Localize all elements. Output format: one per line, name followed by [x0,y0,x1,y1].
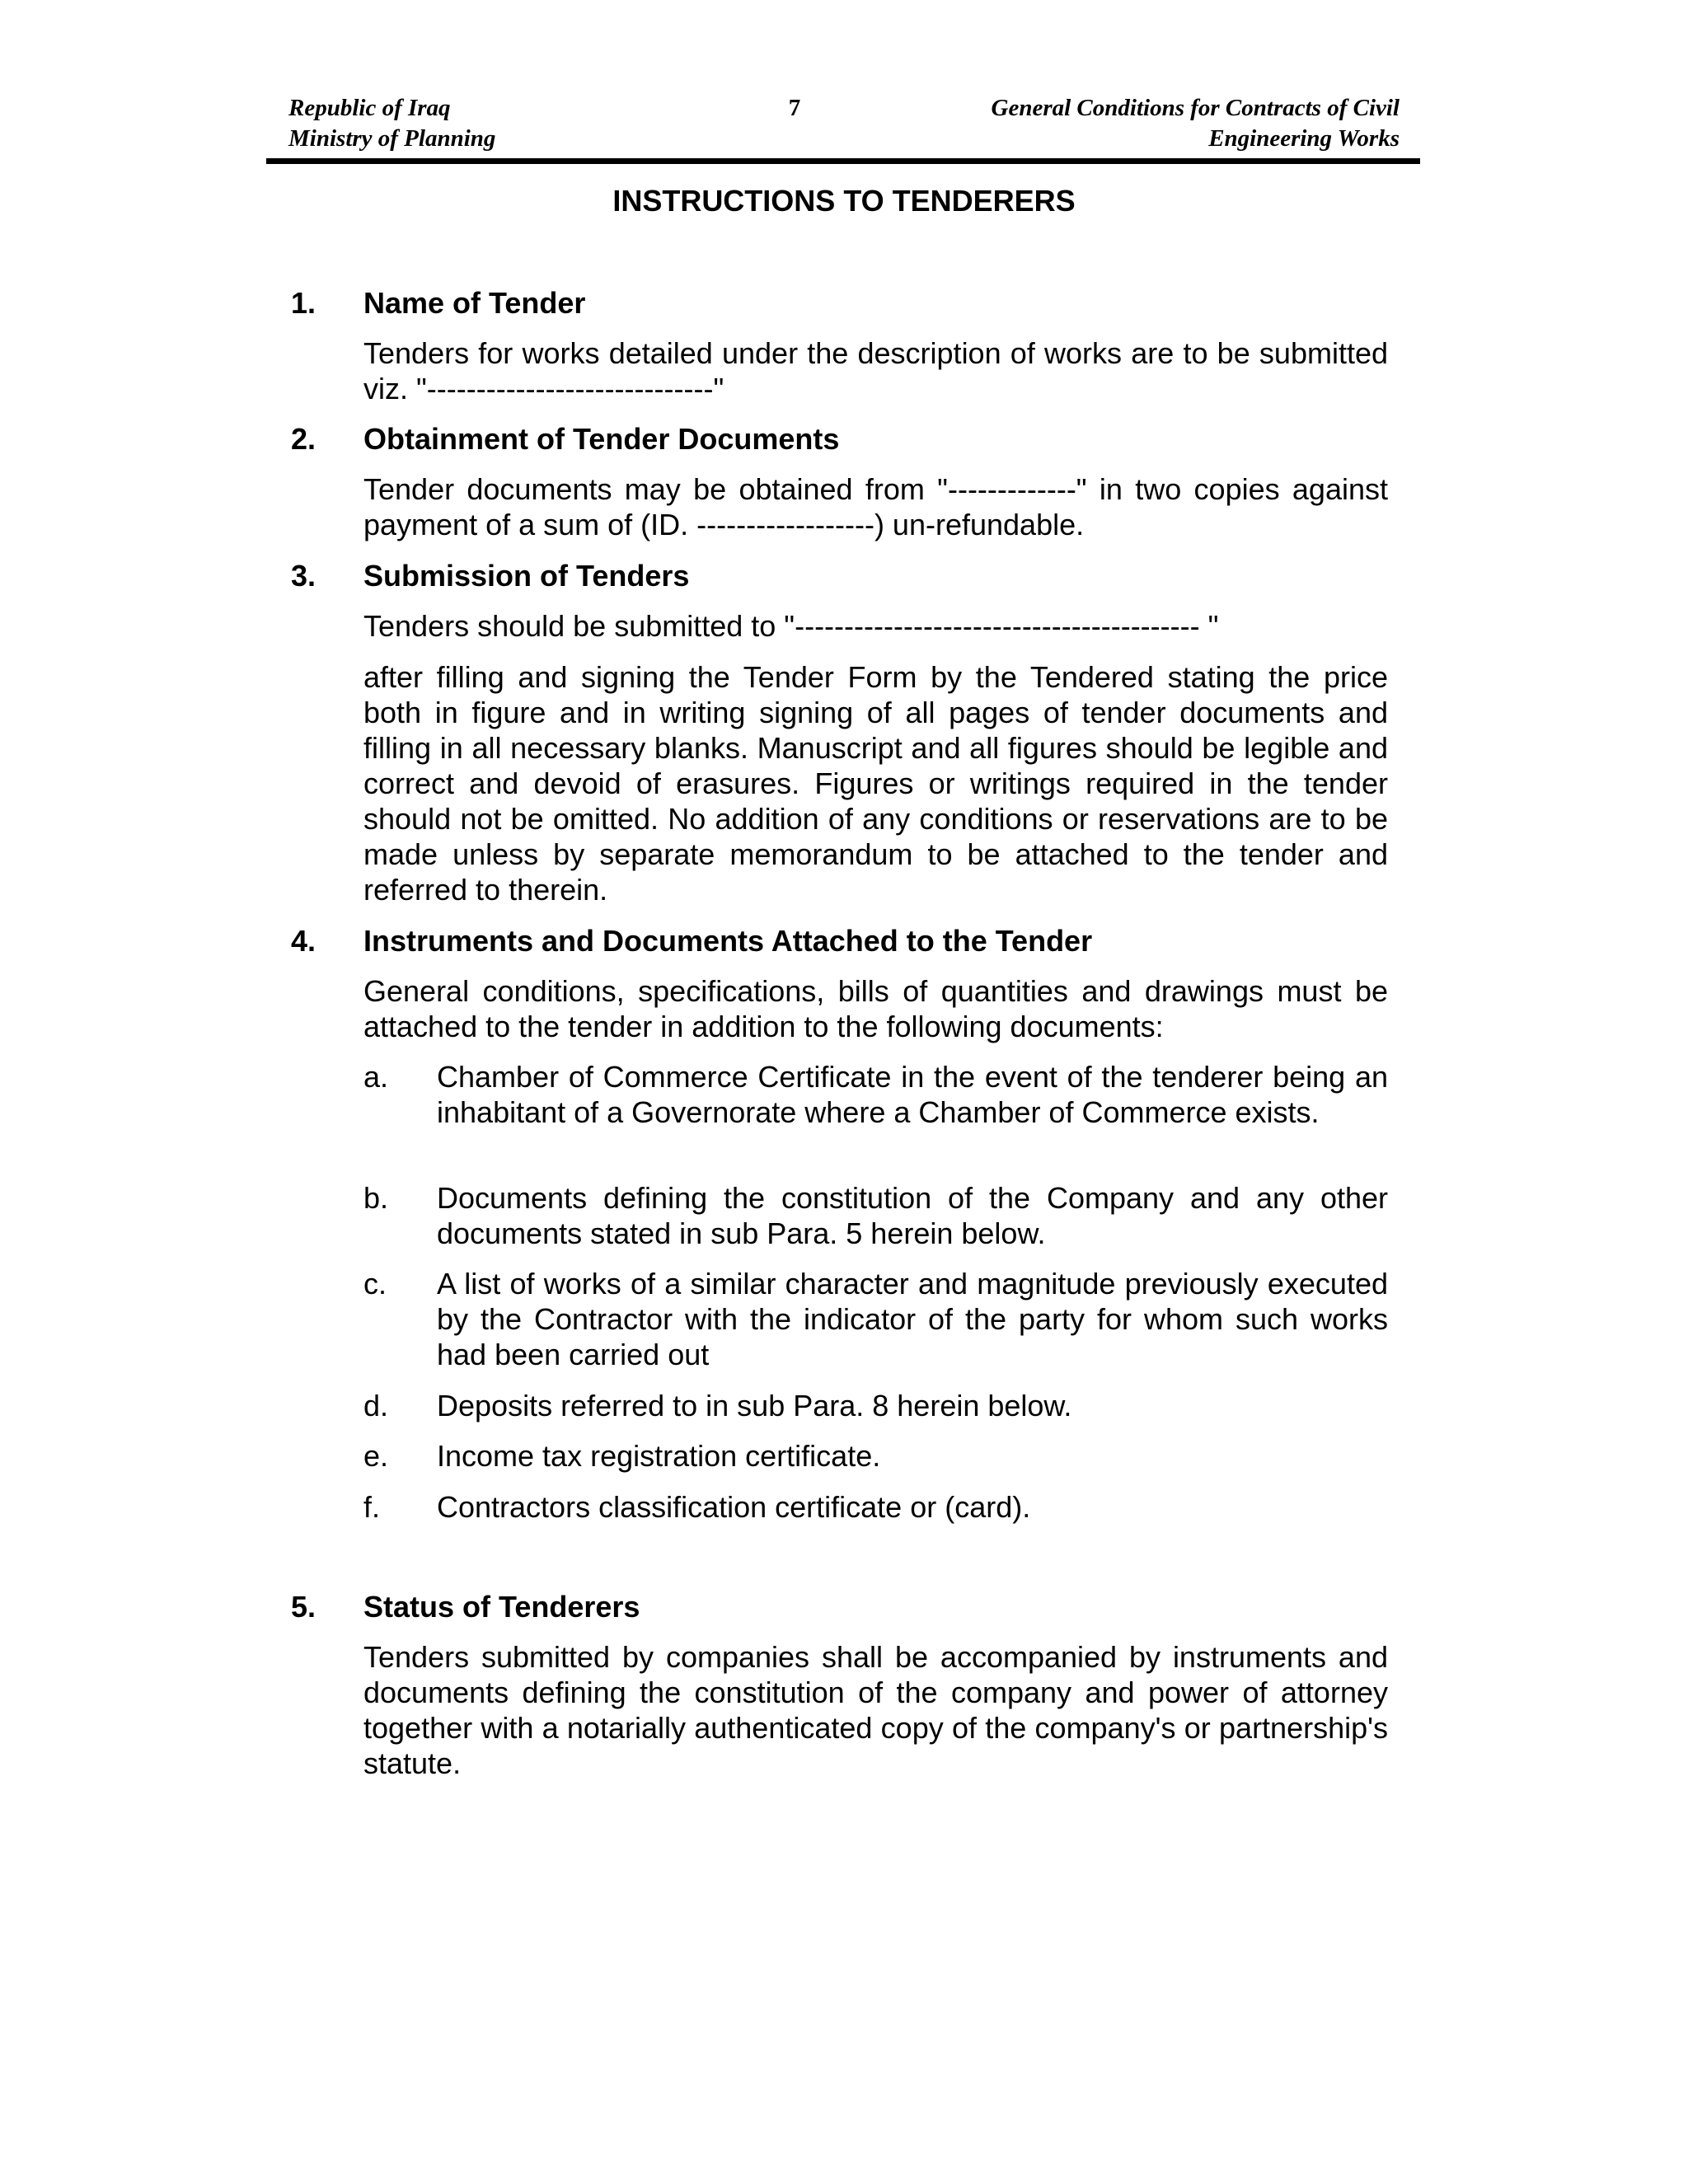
section-paragraph: Tender documents may be obtained from "-------------" in two copies against payment of a sum of (ID. ------------------) un-refundable. [363,472,1388,541]
list-item-text: A list of works of a similar character and magnitude previously executed by the Contractor with the indicator of the party for whom such works had been carried out [437,1267,1388,1371]
list-item-text: Deposits referred to in sub Para. 8 herein below. [437,1389,1072,1422]
header-right [823,93,1400,154]
section-heading: Obtainment of Tender Documents [363,422,840,456]
header-doc-title-line1: General Conditions for Contracts of Civil [991,95,1400,121]
page-number: 7 [788,95,801,121]
section-paragraph: Tenders for works detailed under the description of works are to be submitted viz. "-----------------------------" [363,336,1388,405]
section-heading: Name of Tender [363,286,586,320]
section-number: 3. [291,559,316,593]
list-item-text: Documents defining the constitution of the Company and any other documents stated in sub Para. 5 herein below. [437,1181,1388,1250]
section-paragraph: after filling and signing the Tender Form by the Tendered stating the price both in figure and in writing signing of all pages of tender documents and filling in all necessary blanks. Manuscript and all figures should be legible and correct and devoid of erasures. Figures or writings required in the tender should not be omitted. No addition of any conditions or reservations are to be made unless by separate memorandum to be attached to the tender and referred to therein. [363,660,1388,907]
page-title: INSTRUCTIONS TO TENDERERS [612,184,1076,218]
list-item-letter: e. [363,1439,389,1473]
section-paragraph: General conditions, specifications, bills of quantities and drawings must be attached to the tender in addition to the following documents: [363,974,1388,1043]
header-left [288,93,495,154]
list-item-letter: b. [363,1181,389,1215]
section-number: 4. [291,924,316,958]
header-divider [266,158,1420,164]
header-country: Republic of Iraq [288,95,451,121]
header-doc-title-line2: Engineering Works [1208,125,1400,152]
list-item-letter: d. [363,1389,389,1422]
list-item-letter: c. [363,1267,387,1301]
header-ministry: Ministry of Planning [288,125,496,152]
section-heading: Instruments and Documents Attached to the Tender [363,924,1093,958]
section-number: 2. [291,422,316,456]
list-item-text: Contractors classification certificate or (card). [437,1490,1031,1524]
list-item-text: Income tax registration certificate. [437,1439,881,1473]
list-item-text: Chamber of Commerce Certificate in the event of the tenderer being an inhabitant of a Governorate where a Chamber of Commerce exists. [437,1060,1388,1129]
section-number: 1. [291,286,316,320]
section-number: 5. [291,1590,316,1624]
section-paragraph: Tenders should be submitted to "----------------------------------------- " [363,609,1219,643]
section-heading: Submission of Tenders [363,559,690,593]
section-paragraph: Tenders submitted by companies shall be accompanied by instruments and documents defining the constitution of the company and power of attorney together with a notarially authenticated copy of the company's or partnership's statute. [363,1640,1388,1780]
section-heading: Status of Tenderers [363,1590,640,1624]
list-item-letter: a. [363,1060,389,1094]
list-item-letter: f. [363,1490,381,1524]
